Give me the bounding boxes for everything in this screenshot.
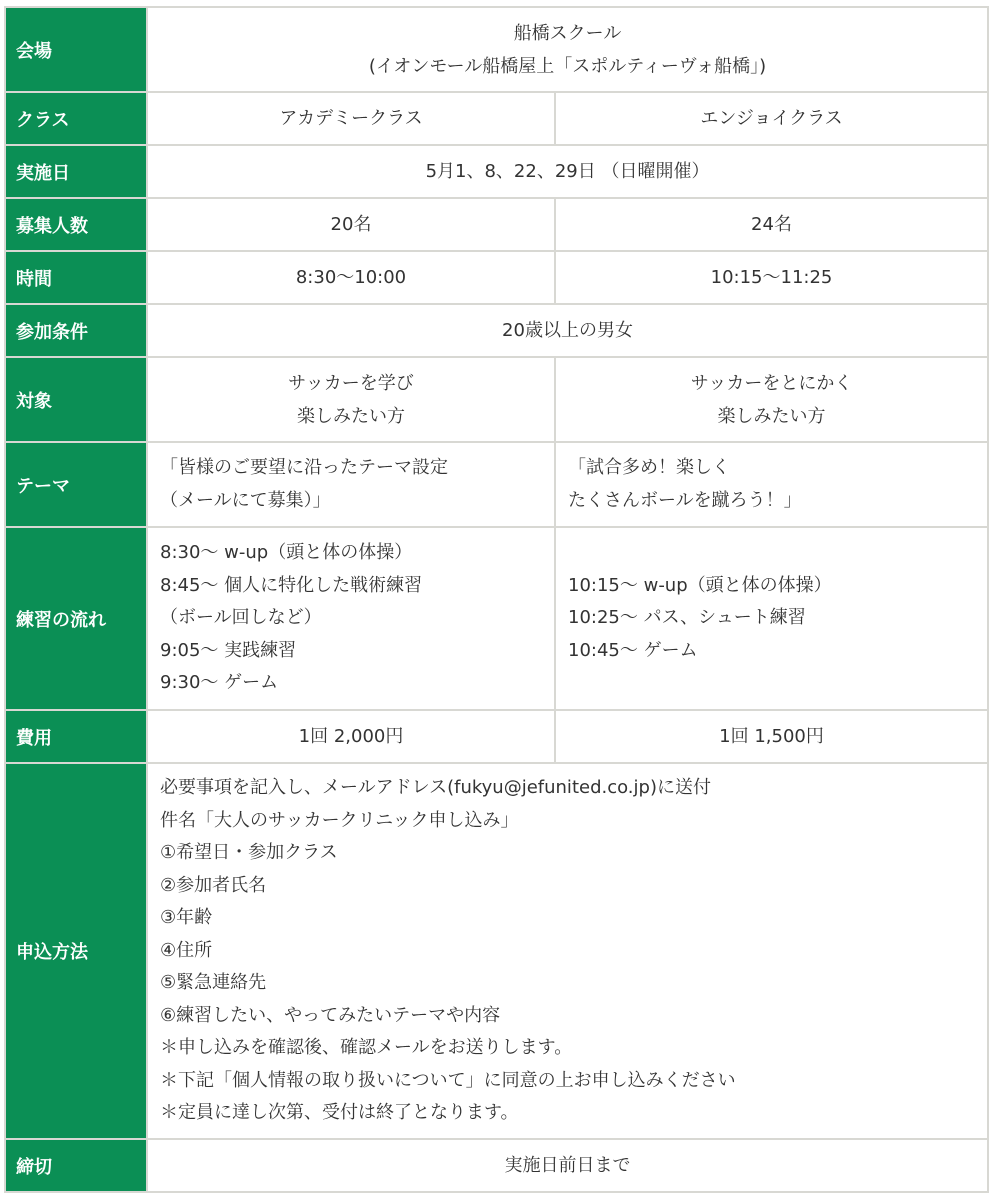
theme-line: 「皆様のご要望に沿ったテーマ設定: [160, 457, 448, 478]
flow-line: 8:45〜 個人に特化した戦術練習: [160, 574, 423, 596]
target-line: 楽しみたい方: [297, 405, 405, 427]
label-theme: テーマ: [5, 442, 147, 527]
row-target: [5, 357, 988, 442]
label-flow: 練習の流れ: [5, 527, 147, 710]
target-academy: [147, 357, 555, 442]
row-theme: [5, 442, 988, 527]
capacity-enjoy: 24名: [555, 198, 988, 251]
flow-line: （ボール回しなど）: [160, 607, 322, 629]
row-fee: [5, 710, 988, 763]
target-line: サッカーを学び: [288, 372, 414, 394]
row-apply: [5, 763, 988, 1139]
apply-line: ⑥練習したい、やってみたいテーマや内容: [160, 1004, 501, 1026]
eligibility-value: 20歳以上の男女: [147, 304, 988, 357]
time-enjoy: 10:15〜11:25: [555, 251, 988, 304]
apply-line: ③年齢: [160, 907, 213, 929]
row-time: [5, 251, 988, 304]
flow-enjoy: [555, 527, 988, 710]
theme-line: 「試合多め！楽しく: [568, 457, 730, 478]
flow-line: 9:30〜 ゲーム: [160, 672, 279, 694]
apply-line: ＊定員に達し次第、受付は終了となります。: [160, 1102, 519, 1124]
row-class: [5, 92, 988, 145]
row-date: [5, 145, 988, 198]
apply-line: ①希望日・参加クラス: [160, 842, 338, 864]
venue-line: (イオンモール船橋屋上「スポルティーヴォ船橋」): [368, 55, 767, 77]
label-capacity: 募集人数: [5, 198, 147, 251]
label-venue: 会場: [5, 7, 147, 92]
apply-line: ＊申し込みを確認後、確認メールをお送りします。: [160, 1037, 573, 1059]
clinic-info-table-wrapper: [4, 6, 987, 1193]
capacity-academy: 20名: [147, 198, 555, 251]
flow-line: 8:30〜 w-up（頭と体の体操）: [160, 542, 413, 564]
theme-academy: [147, 442, 555, 527]
target-enjoy: [555, 357, 988, 442]
row-flow: [5, 527, 988, 710]
time-academy: 8:30〜10:00: [147, 251, 555, 304]
theme-line: （メールにて募集）」: [160, 489, 331, 511]
apply-value: [147, 763, 988, 1139]
apply-line: ②参加者氏名: [160, 874, 267, 896]
row-capacity: [5, 198, 988, 251]
flow-academy: [147, 527, 555, 710]
row-deadline: [5, 1139, 988, 1192]
class-academy: アカデミークラス: [147, 92, 555, 145]
apply-line: ⑤緊急連絡先: [160, 972, 267, 994]
fee-enjoy: 1回 1,500円: [555, 710, 988, 763]
apply-line: 件名「大人のサッカークリニック申し込み」: [160, 809, 519, 831]
date-value: 5月1、8、22、29日 （日曜開催）: [147, 145, 988, 198]
label-eligibility: 参加条件: [5, 304, 147, 357]
flow-line: 10:15〜 w-up（頭と体の体操）: [568, 574, 832, 596]
target-line: 楽しみたい方: [717, 405, 826, 427]
class-enjoy: エンジョイクラス: [555, 92, 988, 145]
flow-line: 10:25〜 パス、シュート練習: [568, 607, 806, 629]
row-eligibility: [5, 304, 988, 357]
label-time: 時間: [5, 251, 147, 304]
venue-value: [147, 7, 988, 92]
flow-line: 10:45〜 ゲーム: [568, 639, 698, 661]
row-venue: [5, 7, 988, 92]
target-line: サッカーをとにかく: [690, 372, 853, 394]
clinic-info-table: [4, 6, 989, 1193]
apply-line: ＊下記「個人情報の取り扱いについて」に同意の上お申し込みください: [160, 1069, 736, 1091]
label-apply: 申込方法: [5, 763, 147, 1139]
venue-line: 船橋スクール: [513, 22, 622, 44]
theme-enjoy: [555, 442, 988, 527]
fee-academy: 1回 2,000円: [147, 710, 555, 763]
apply-line: 必要事項を記入し、メールアドレス(fukyu@jefunited.co.jp)に送付: [160, 777, 711, 799]
label-date: 実施日: [5, 145, 147, 198]
label-class: クラス: [5, 92, 147, 145]
label-fee: 費用: [5, 710, 147, 763]
apply-line: ④住所: [160, 939, 213, 961]
theme-line: たくさんボールを蹴ろう！」: [568, 489, 802, 511]
flow-line: 9:05〜 実践練習: [160, 639, 297, 661]
deadline-value: 実施日前日まで: [147, 1139, 988, 1192]
label-target: 対象: [5, 357, 147, 442]
label-deadline: 締切: [5, 1139, 147, 1192]
